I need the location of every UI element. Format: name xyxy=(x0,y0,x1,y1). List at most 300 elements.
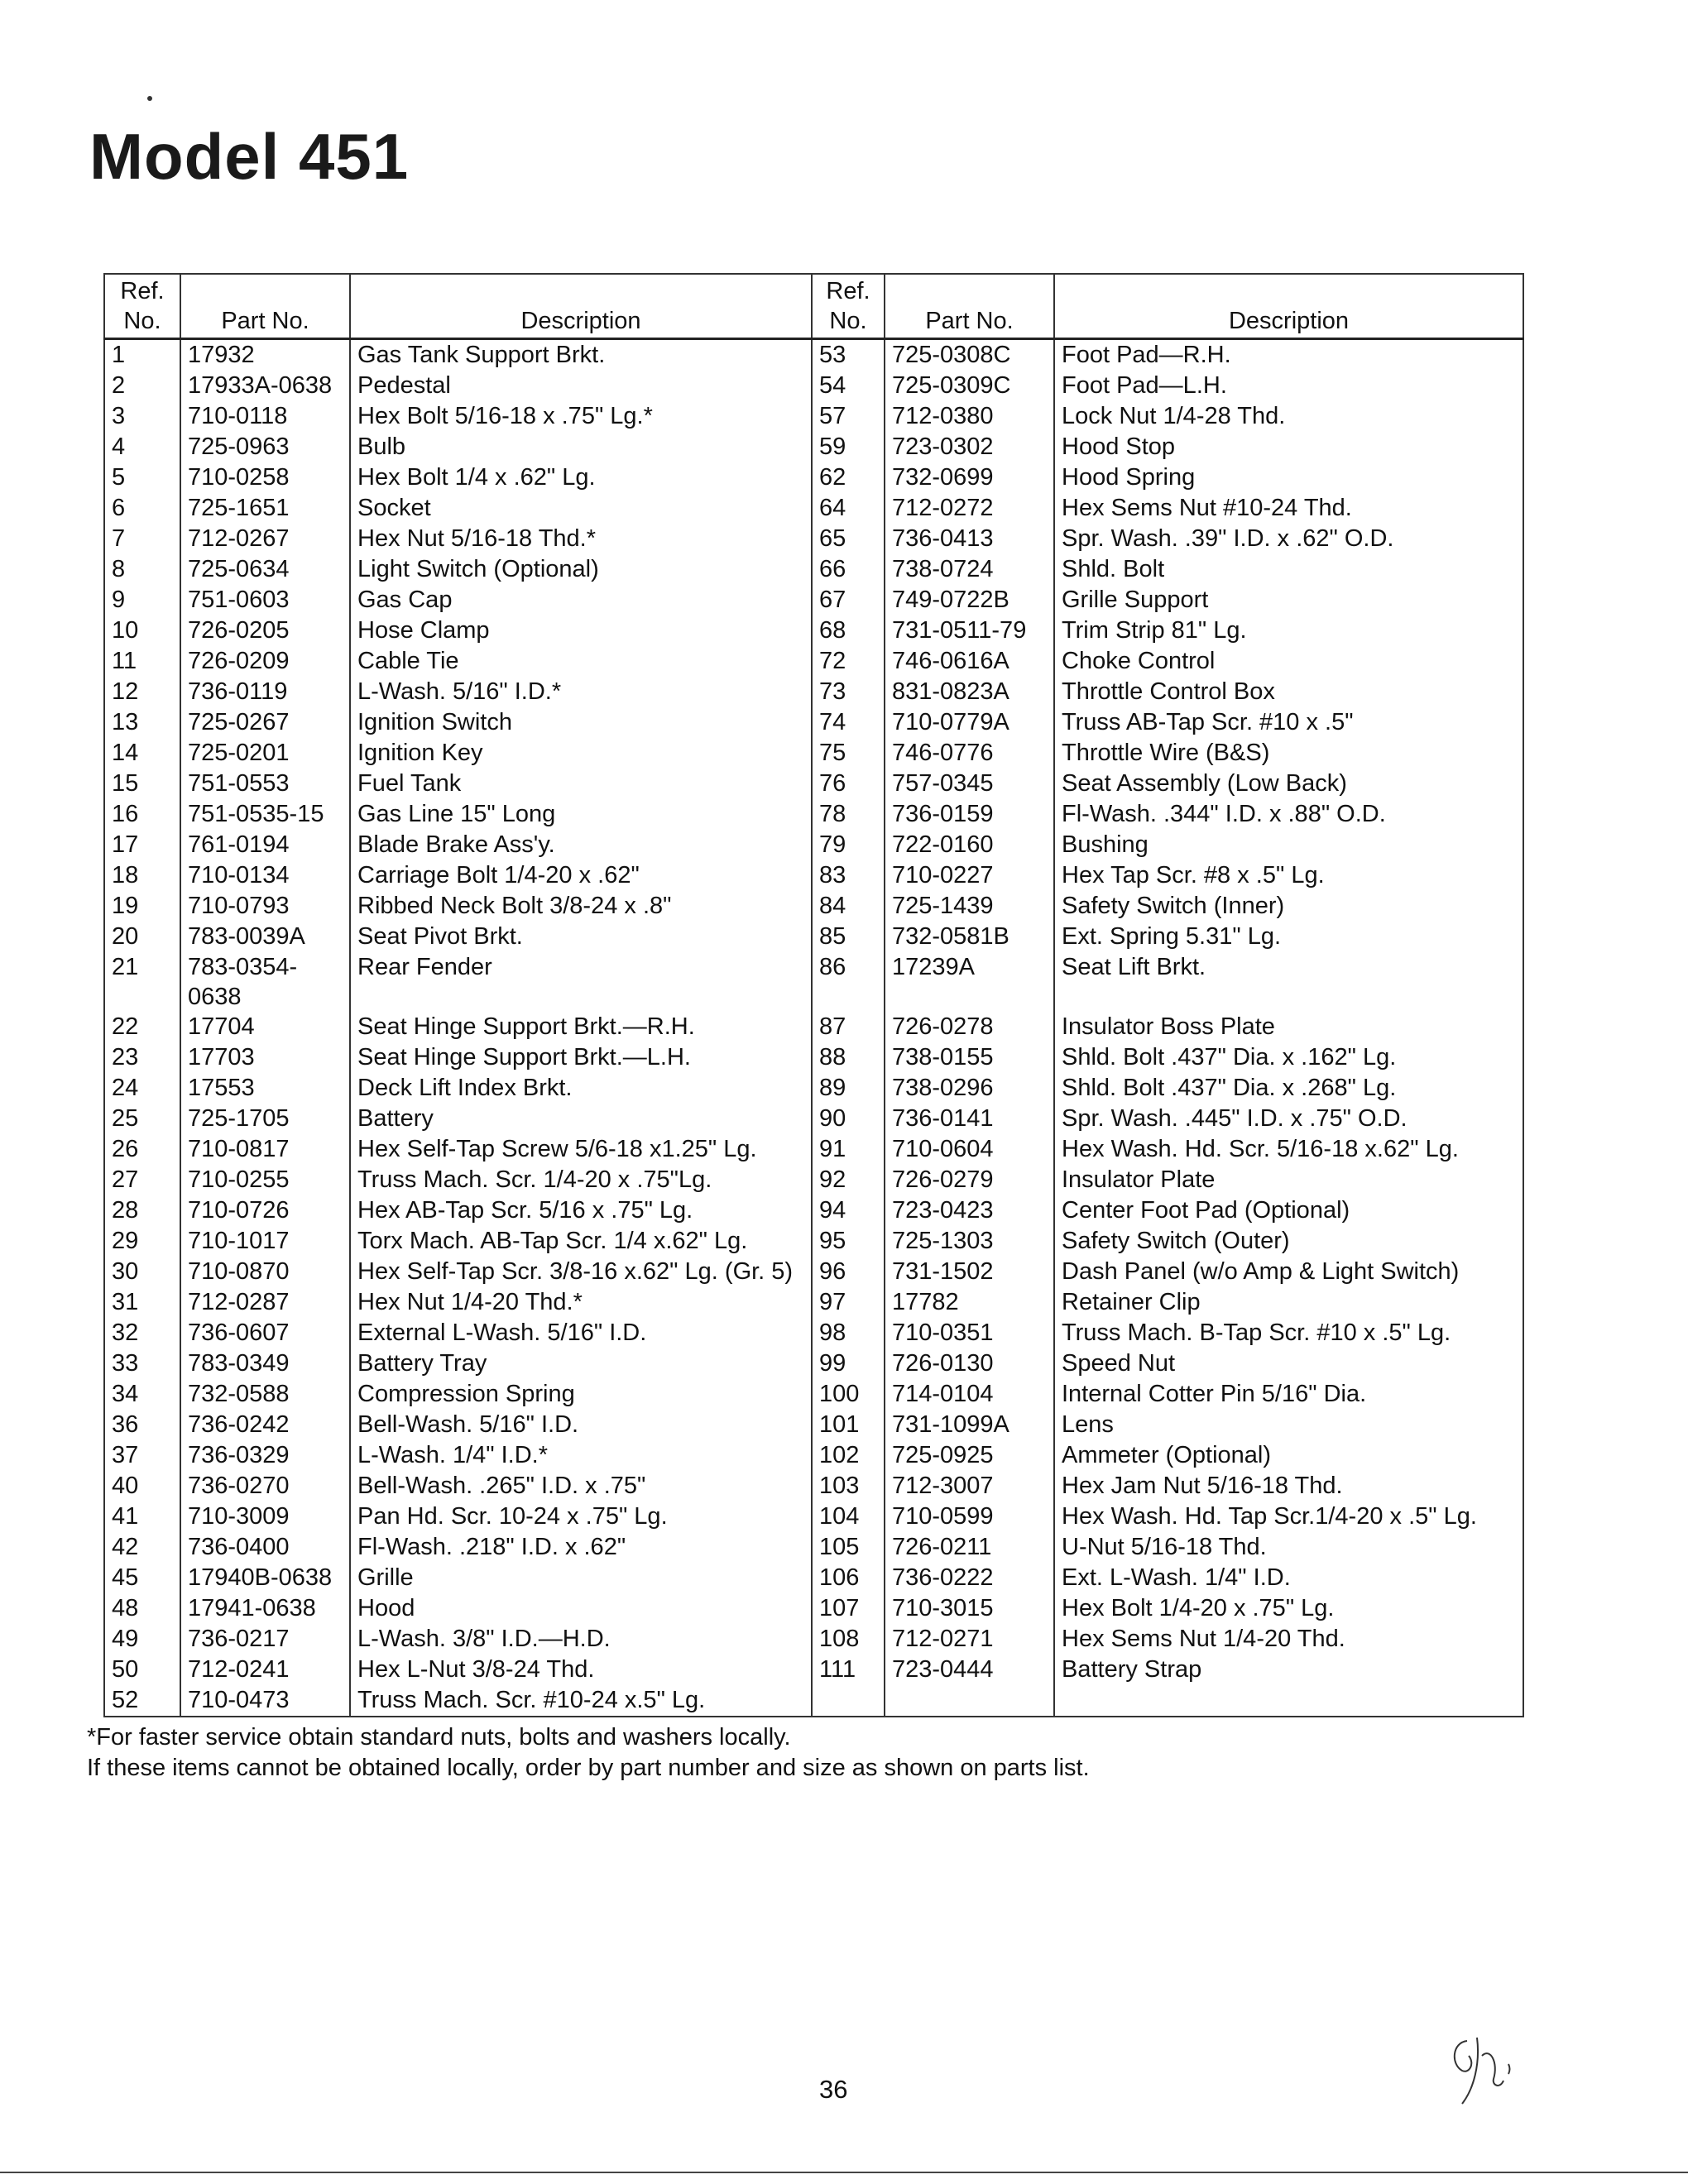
ref-no-cell: 37 xyxy=(104,1440,180,1471)
ref-no-cell: 16 xyxy=(104,799,180,830)
footnote xyxy=(87,1722,1090,1784)
description-cell: Truss Mach. Scr. #10-24 x.5" Lg. xyxy=(350,1685,812,1717)
part-no-cell: 725-0925 xyxy=(885,1440,1054,1471)
description-cell: Carriage Bolt 1/4-20 x .62" xyxy=(350,860,812,891)
part-no-cell: 710-0255 xyxy=(180,1165,350,1195)
description-cell: Fl-Wash. .218" I.D. x .62" xyxy=(350,1532,812,1563)
part-no-cell: 710-0726 xyxy=(180,1195,350,1226)
part-no-cell: 710-0134 xyxy=(180,860,350,891)
description-cell: L-Wash. 5/16" I.D.* xyxy=(350,677,812,707)
table-row xyxy=(104,1655,1523,1685)
table-row xyxy=(104,1410,1523,1440)
table-row xyxy=(104,1379,1523,1410)
table-row xyxy=(104,339,1523,371)
part-no-cell: 738-0296 xyxy=(885,1073,1054,1104)
description-cell: Hose Clamp xyxy=(350,615,812,646)
description-cell: Rear Fender xyxy=(350,952,812,1012)
ref-no-cell: 5 xyxy=(104,462,180,493)
ref-no-cell: 86 xyxy=(812,952,885,1012)
table-row xyxy=(104,952,1523,1012)
part-no-cell: 736-0119 xyxy=(180,677,350,707)
ref-no-cell: 65 xyxy=(812,524,885,554)
part-no-cell: 736-0141 xyxy=(885,1104,1054,1134)
ref-no-cell: 36 xyxy=(104,1410,180,1440)
description-cell: Hex Self-Tap Screw 5/6-18 x1.25" Lg. xyxy=(350,1134,812,1165)
description-cell: Battery Tray xyxy=(350,1348,812,1379)
part-no-cell: 712-0287 xyxy=(180,1287,350,1318)
part-no-cell: 751-0535-15 xyxy=(180,799,350,830)
table-row xyxy=(104,1134,1523,1165)
description-cell: Socket xyxy=(350,493,812,524)
part-no-cell: 726-0211 xyxy=(885,1532,1054,1563)
part-no-cell: 710-3009 xyxy=(180,1502,350,1532)
ref-no-cell: 21 xyxy=(104,952,180,1012)
description-cell: Hex Bolt 1/4-20 x .75" Lg. xyxy=(1054,1593,1523,1624)
ref-no-cell: 18 xyxy=(104,860,180,891)
table-row xyxy=(104,493,1523,524)
description-cell: Seat Hinge Support Brkt.—L.H. xyxy=(350,1042,812,1073)
description-cell: L-Wash. 1/4" I.D.* xyxy=(350,1440,812,1471)
description-cell: Hex Bolt 1/4 x .62" Lg. xyxy=(350,462,812,493)
part-no-cell: 723-0444 xyxy=(885,1655,1054,1685)
ref-no-cell: 75 xyxy=(812,738,885,769)
ref-no-cell: 14 xyxy=(104,738,180,769)
part-no-cell: 736-0159 xyxy=(885,799,1054,830)
part-no-cell: 710-0779A xyxy=(885,707,1054,738)
header-description: Description xyxy=(350,274,812,339)
part-no-cell: 726-0205 xyxy=(180,615,350,646)
ref-no-cell: 34 xyxy=(104,1379,180,1410)
ref-no-cell: 32 xyxy=(104,1318,180,1348)
part-no-cell: 17941-0638 xyxy=(180,1593,350,1624)
table-row xyxy=(104,1257,1523,1287)
description-cell: Throttle Control Box xyxy=(1054,677,1523,707)
ref-no-cell: 67 xyxy=(812,585,885,615)
ref-no-cell: 95 xyxy=(812,1226,885,1257)
ref-no-cell: 30 xyxy=(104,1257,180,1287)
ref-no-cell: 85 xyxy=(812,922,885,952)
ref-no-cell: 111 xyxy=(812,1655,885,1685)
description-cell: Truss AB-Tap Scr. #10 x .5" xyxy=(1054,707,1523,738)
ref-no-cell: 48 xyxy=(104,1593,180,1624)
description-cell: Battery xyxy=(350,1104,812,1134)
ref-no-cell: 84 xyxy=(812,891,885,922)
ref-no-cell: 100 xyxy=(812,1379,885,1410)
description-cell: Spr. Wash. .445" I.D. x .75" O.D. xyxy=(1054,1104,1523,1134)
part-no-cell xyxy=(885,1685,1054,1717)
part-no-cell: 712-0241 xyxy=(180,1655,350,1685)
description-cell: Seat Pivot Brkt. xyxy=(350,922,812,952)
part-no-cell: 736-0607 xyxy=(180,1318,350,1348)
table-row xyxy=(104,707,1523,738)
part-no-cell: 736-0242 xyxy=(180,1410,350,1440)
ref-no-cell: 42 xyxy=(104,1532,180,1563)
table-row xyxy=(104,799,1523,830)
part-no-cell: 738-0724 xyxy=(885,554,1054,585)
description-cell: Pedestal xyxy=(350,371,812,401)
part-no-cell: 714-0104 xyxy=(885,1379,1054,1410)
description-cell: Battery Strap xyxy=(1054,1655,1523,1685)
table-row xyxy=(104,1440,1523,1471)
footnote-line: If these items cannot be obtained locally, order by part number and size as shown on parts list. xyxy=(87,1755,1090,1781)
description-cell: Hex L-Nut 3/8-24 Thd. xyxy=(350,1655,812,1685)
description-cell: Internal Cotter Pin 5/16" Dia. xyxy=(1054,1379,1523,1410)
description-cell: Seat Hinge Support Brkt.—R.H. xyxy=(350,1012,812,1042)
part-no-cell: 722-0160 xyxy=(885,830,1054,860)
description-cell: Insulator Plate xyxy=(1054,1165,1523,1195)
table-row xyxy=(104,554,1523,585)
description-cell: Cable Tie xyxy=(350,646,812,677)
part-no-cell: 783-0039A xyxy=(180,922,350,952)
description-cell: Hood Spring xyxy=(1054,462,1523,493)
part-no-cell: 17940B-0638 xyxy=(180,1563,350,1593)
part-no-cell: 712-0380 xyxy=(885,401,1054,432)
ref-no-cell: 59 xyxy=(812,432,885,462)
ref-no-cell: 104 xyxy=(812,1502,885,1532)
ref-no-cell: 91 xyxy=(812,1134,885,1165)
part-no-cell: 17782 xyxy=(885,1287,1054,1318)
description-cell: Seat Lift Brkt. xyxy=(1054,952,1523,1012)
part-no-cell: 751-0553 xyxy=(180,769,350,799)
table-row xyxy=(104,524,1523,554)
description-cell: Hex Nut 5/16-18 Thd.* xyxy=(350,524,812,554)
ref-no-cell: 27 xyxy=(104,1165,180,1195)
part-no-cell: 726-0278 xyxy=(885,1012,1054,1042)
ref-no-cell: 101 xyxy=(812,1410,885,1440)
part-no-cell: 746-0616A xyxy=(885,646,1054,677)
description-cell: Ignition Switch xyxy=(350,707,812,738)
ref-no-cell: 99 xyxy=(812,1348,885,1379)
table-row xyxy=(104,860,1523,891)
part-no-cell: 723-0302 xyxy=(885,432,1054,462)
part-no-cell: 710-0793 xyxy=(180,891,350,922)
description-cell: Shld. Bolt .437" Dia. x .268" Lg. xyxy=(1054,1073,1523,1104)
description-cell: Gas Line 15" Long xyxy=(350,799,812,830)
part-no-cell: 725-0308C xyxy=(885,339,1054,371)
table-row xyxy=(104,1502,1523,1532)
description-cell: Ignition Key xyxy=(350,738,812,769)
ref-no-cell: 102 xyxy=(812,1440,885,1471)
description-cell: Pan Hd. Scr. 10-24 x .75" Lg. xyxy=(350,1502,812,1532)
ref-no-cell: 105 xyxy=(812,1532,885,1563)
table-row xyxy=(104,1042,1523,1073)
parts-table-body xyxy=(104,339,1523,1717)
description-cell: Hood xyxy=(350,1593,812,1624)
description-cell: Choke Control xyxy=(1054,646,1523,677)
ref-no-cell: 25 xyxy=(104,1104,180,1134)
table-row xyxy=(104,1104,1523,1134)
part-no-cell: 736-0270 xyxy=(180,1471,350,1502)
description-cell: Bulb xyxy=(350,432,812,462)
ref-no-cell xyxy=(812,1685,885,1717)
ref-no-cell: 107 xyxy=(812,1593,885,1624)
description-cell: Throttle Wire (B&S) xyxy=(1054,738,1523,769)
part-no-cell: 710-0227 xyxy=(885,860,1054,891)
part-no-cell: 710-0473 xyxy=(180,1685,350,1717)
description-cell: Compression Spring xyxy=(350,1379,812,1410)
part-no-cell: 725-0267 xyxy=(180,707,350,738)
ref-no-cell: 12 xyxy=(104,677,180,707)
table-row xyxy=(104,401,1523,432)
description-cell: Safety Switch (Outer) xyxy=(1054,1226,1523,1257)
part-no-cell: 710-0118 xyxy=(180,401,350,432)
part-no-cell: 725-0201 xyxy=(180,738,350,769)
ref-no-cell: 92 xyxy=(812,1165,885,1195)
ref-no-cell: 24 xyxy=(104,1073,180,1104)
part-no-cell: 732-0588 xyxy=(180,1379,350,1410)
table-row xyxy=(104,462,1523,493)
description-cell: Hex Tap Scr. #8 x .5" Lg. xyxy=(1054,860,1523,891)
description-cell: Seat Assembly (Low Back) xyxy=(1054,769,1523,799)
ref-no-cell: 74 xyxy=(812,707,885,738)
description-cell: External L-Wash. 5/16" I.D. xyxy=(350,1318,812,1348)
bottom-rule xyxy=(0,2172,1688,2173)
part-no-cell: 725-0309C xyxy=(885,371,1054,401)
description-cell: Dash Panel (w/o Amp & Light Switch) xyxy=(1054,1257,1523,1287)
table-row xyxy=(104,1287,1523,1318)
description-cell: Safety Switch (Inner) xyxy=(1054,891,1523,922)
description-cell: U-Nut 5/16-18 Thd. xyxy=(1054,1532,1523,1563)
part-no-cell: 749-0722B xyxy=(885,585,1054,615)
ref-no-cell: 72 xyxy=(812,646,885,677)
header-ref-no: Ref. No. xyxy=(104,274,180,339)
part-no-cell: 725-1651 xyxy=(180,493,350,524)
description-cell: Hex Sems Nut #10-24 Thd. xyxy=(1054,493,1523,524)
ref-no-cell: 106 xyxy=(812,1563,885,1593)
description-cell: Fuel Tank xyxy=(350,769,812,799)
description-cell: Hood Stop xyxy=(1054,432,1523,462)
description-cell: Retainer Clip xyxy=(1054,1287,1523,1318)
part-no-cell: 757-0345 xyxy=(885,769,1054,799)
ref-no-cell: 50 xyxy=(104,1655,180,1685)
description-cell: Lens xyxy=(1054,1410,1523,1440)
ref-no-cell: 94 xyxy=(812,1195,885,1226)
table-row xyxy=(104,1348,1523,1379)
ref-no-cell: 78 xyxy=(812,799,885,830)
description-cell: Light Switch (Optional) xyxy=(350,554,812,585)
part-no-cell: 726-0279 xyxy=(885,1165,1054,1195)
part-no-cell: 725-0634 xyxy=(180,554,350,585)
ref-no-cell: 89 xyxy=(812,1073,885,1104)
table-row xyxy=(104,769,1523,799)
part-no-cell: 712-0272 xyxy=(885,493,1054,524)
ref-no-cell: 26 xyxy=(104,1134,180,1165)
part-no-cell: 17553 xyxy=(180,1073,350,1104)
ref-no-cell: 68 xyxy=(812,615,885,646)
table-row xyxy=(104,1471,1523,1502)
part-no-cell: 17933A-0638 xyxy=(180,371,350,401)
part-no-cell: 736-0400 xyxy=(180,1532,350,1563)
part-no-cell: 723-0423 xyxy=(885,1195,1054,1226)
table-row xyxy=(104,615,1523,646)
part-no-cell: 710-0258 xyxy=(180,462,350,493)
table-row xyxy=(104,1012,1523,1042)
part-no-cell: 736-0217 xyxy=(180,1624,350,1655)
ref-no-cell: 96 xyxy=(812,1257,885,1287)
part-no-cell: 783-0354- 0638 xyxy=(180,952,350,1012)
ref-no-cell: 66 xyxy=(812,554,885,585)
page-title: Model 451 xyxy=(89,120,410,193)
part-no-cell: 751-0603 xyxy=(180,585,350,615)
ref-no-cell: 13 xyxy=(104,707,180,738)
part-no-cell: 725-1303 xyxy=(885,1226,1054,1257)
table-row xyxy=(104,1624,1523,1655)
ref-no-cell: 4 xyxy=(104,432,180,462)
ref-no-cell: 20 xyxy=(104,922,180,952)
part-no-cell: 736-0222 xyxy=(885,1563,1054,1593)
description-cell: Speed Nut xyxy=(1054,1348,1523,1379)
part-no-cell: 710-0599 xyxy=(885,1502,1054,1532)
part-no-cell: 726-0209 xyxy=(180,646,350,677)
description-cell: Hex Bolt 5/16-18 x .75" Lg.* xyxy=(350,401,812,432)
table-row xyxy=(104,1532,1523,1563)
description-cell: Hex Jam Nut 5/16-18 Thd. xyxy=(1054,1471,1523,1502)
ref-no-cell: 8 xyxy=(104,554,180,585)
part-no-cell: 736-0329 xyxy=(180,1440,350,1471)
description-cell: Hex Nut 1/4-20 Thd.* xyxy=(350,1287,812,1318)
ref-no-cell: 90 xyxy=(812,1104,885,1134)
description-cell: Lock Nut 1/4-28 Thd. xyxy=(1054,401,1523,432)
header-description: Description xyxy=(1054,274,1523,339)
description-cell: Ext. Spring 5.31" Lg. xyxy=(1054,922,1523,952)
part-no-cell: 710-0817 xyxy=(180,1134,350,1165)
header-part-no: Part No. xyxy=(885,274,1054,339)
table-row xyxy=(104,922,1523,952)
ref-no-cell: 87 xyxy=(812,1012,885,1042)
handwritten-initials xyxy=(1444,2031,1518,2110)
header-part-no: Part No. xyxy=(180,274,350,339)
part-no-cell: 710-0604 xyxy=(885,1134,1054,1165)
description-cell: Shld. Bolt .437" Dia. x .162" Lg. xyxy=(1054,1042,1523,1073)
ref-no-cell: 76 xyxy=(812,769,885,799)
ref-no-cell: 98 xyxy=(812,1318,885,1348)
ref-no-cell: 9 xyxy=(104,585,180,615)
table-row xyxy=(104,646,1523,677)
ref-no-cell: 10 xyxy=(104,615,180,646)
ref-no-cell: 79 xyxy=(812,830,885,860)
table-row xyxy=(104,891,1523,922)
description-cell: Hex AB-Tap Scr. 5/16 x .75" Lg. xyxy=(350,1195,812,1226)
ref-no-cell: 103 xyxy=(812,1471,885,1502)
description-cell: Foot Pad—L.H. xyxy=(1054,371,1523,401)
part-no-cell: 710-0351 xyxy=(885,1318,1054,1348)
description-cell: L-Wash. 3/8" I.D.—H.D. xyxy=(350,1624,812,1655)
ref-no-cell: 57 xyxy=(812,401,885,432)
description-cell: Hex Sems Nut 1/4-20 Thd. xyxy=(1054,1624,1523,1655)
header-ref-no: Ref. No. xyxy=(812,274,885,339)
ref-no-cell: 6 xyxy=(104,493,180,524)
part-no-cell: 712-0271 xyxy=(885,1624,1054,1655)
part-no-cell: 731-0511-79 xyxy=(885,615,1054,646)
description-cell: Ammeter (Optional) xyxy=(1054,1440,1523,1471)
table-row xyxy=(104,1685,1523,1717)
ref-no-cell: 88 xyxy=(812,1042,885,1073)
table-header-row xyxy=(104,274,1523,339)
table-row xyxy=(104,371,1523,401)
part-no-cell: 731-1099A xyxy=(885,1410,1054,1440)
ref-no-cell: 41 xyxy=(104,1502,180,1532)
table-row xyxy=(104,830,1523,860)
ref-no-cell: 108 xyxy=(812,1624,885,1655)
table-row xyxy=(104,1318,1523,1348)
table-row xyxy=(104,585,1523,615)
stray-dot xyxy=(147,96,152,101)
part-no-cell: 17932 xyxy=(180,339,350,371)
part-no-cell: 17239A xyxy=(885,952,1054,1012)
ref-no-cell: 23 xyxy=(104,1042,180,1073)
description-cell: Ribbed Neck Bolt 3/8-24 x .8" xyxy=(350,891,812,922)
description-cell: Hex Self-Tap Scr. 3/8-16 x.62" Lg. (Gr. 5) xyxy=(350,1257,812,1287)
description-cell: Hex Wash. Hd. Tap Scr.1/4-20 x .5" Lg. xyxy=(1054,1502,1523,1532)
description-cell: Deck Lift Index Brkt. xyxy=(350,1073,812,1104)
ref-no-cell: 54 xyxy=(812,371,885,401)
table-row xyxy=(104,432,1523,462)
table-row xyxy=(104,1593,1523,1624)
ref-no-cell: 3 xyxy=(104,401,180,432)
ref-no-cell: 31 xyxy=(104,1287,180,1318)
ref-no-cell: 52 xyxy=(104,1685,180,1717)
description-cell: Trim Strip 81" Lg. xyxy=(1054,615,1523,646)
description-cell xyxy=(1054,1685,1523,1717)
part-no-cell: 725-1439 xyxy=(885,891,1054,922)
ref-no-cell: 29 xyxy=(104,1226,180,1257)
description-cell: Insulator Boss Plate xyxy=(1054,1012,1523,1042)
part-no-cell: 710-3015 xyxy=(885,1593,1054,1624)
ref-no-cell: 45 xyxy=(104,1563,180,1593)
part-no-cell: 725-0963 xyxy=(180,432,350,462)
part-no-cell: 712-3007 xyxy=(885,1471,1054,1502)
description-cell: Fl-Wash. .344" I.D. x .88" O.D. xyxy=(1054,799,1523,830)
ref-no-cell: 83 xyxy=(812,860,885,891)
ref-no-cell: 2 xyxy=(104,371,180,401)
description-cell: Center Foot Pad (Optional) xyxy=(1054,1195,1523,1226)
ref-no-cell: 64 xyxy=(812,493,885,524)
ref-no-cell: 97 xyxy=(812,1287,885,1318)
ref-no-cell: 28 xyxy=(104,1195,180,1226)
part-no-cell: 736-0413 xyxy=(885,524,1054,554)
ref-no-cell: 7 xyxy=(104,524,180,554)
description-cell: Shld. Bolt xyxy=(1054,554,1523,585)
table-row xyxy=(104,677,1523,707)
part-no-cell: 831-0823A xyxy=(885,677,1054,707)
part-no-cell: 738-0155 xyxy=(885,1042,1054,1073)
page-number: 36 xyxy=(819,2075,848,2104)
ref-no-cell: 33 xyxy=(104,1348,180,1379)
table-row xyxy=(104,1563,1523,1593)
part-no-cell: 726-0130 xyxy=(885,1348,1054,1379)
ref-no-cell: 1 xyxy=(104,339,180,371)
part-no-cell: 725-1705 xyxy=(180,1104,350,1134)
part-no-cell: 761-0194 xyxy=(180,830,350,860)
table-row xyxy=(104,1165,1523,1195)
description-cell: Torx Mach. AB-Tap Scr. 1/4 x.62" Lg. xyxy=(350,1226,812,1257)
ref-no-cell: 22 xyxy=(104,1012,180,1042)
part-no-cell: 746-0776 xyxy=(885,738,1054,769)
table-row xyxy=(104,738,1523,769)
ref-no-cell: 49 xyxy=(104,1624,180,1655)
part-no-cell: 710-1017 xyxy=(180,1226,350,1257)
description-cell: Ext. L-Wash. 1/4" I.D. xyxy=(1054,1563,1523,1593)
part-no-cell: 712-0267 xyxy=(180,524,350,554)
table-row xyxy=(104,1195,1523,1226)
parts-table xyxy=(103,273,1524,1717)
ref-no-cell: 53 xyxy=(812,339,885,371)
description-cell: Grille Support xyxy=(1054,585,1523,615)
footnote-line: *For faster service obtain standard nuts, bolts and washers locally. xyxy=(87,1724,791,1751)
ref-no-cell: 17 xyxy=(104,830,180,860)
part-no-cell: 732-0581B xyxy=(885,922,1054,952)
ref-no-cell: 40 xyxy=(104,1471,180,1502)
